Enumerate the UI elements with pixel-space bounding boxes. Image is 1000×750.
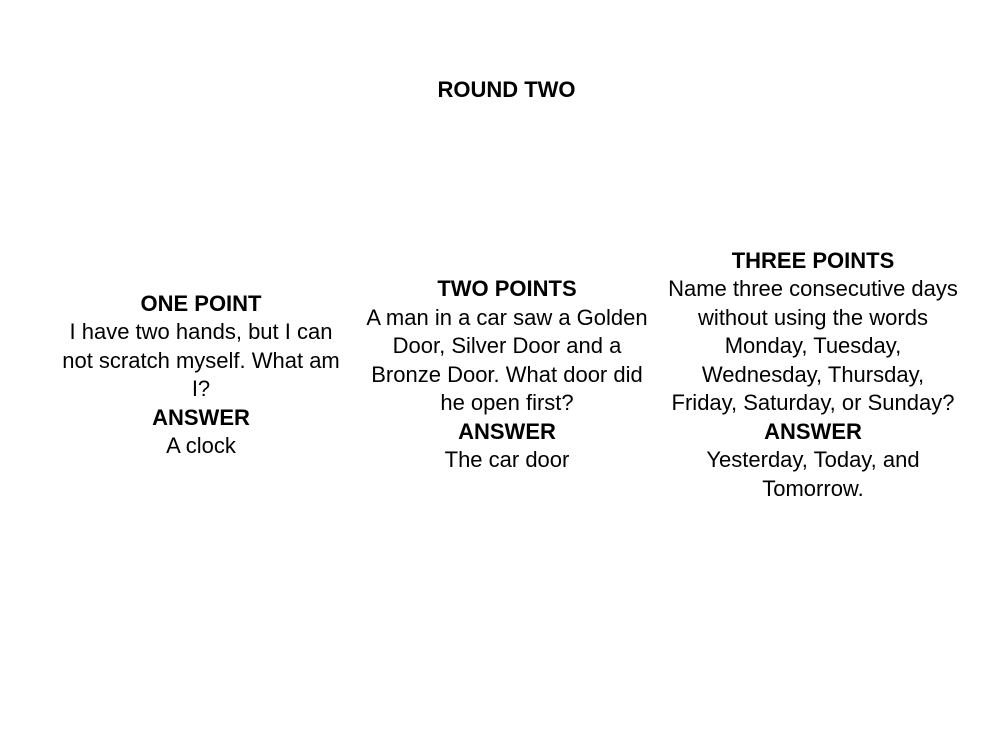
answer-text: The car door [444, 447, 570, 473]
question-card-two-points [362, 0, 652, 750]
question-text: Name three consecutive days without using the words Monday, Tuesday, Wednesday, Thursday, Friday, Saturday, or Sunday? [668, 276, 958, 416]
question-card-one-point [56, 0, 346, 750]
answer-text: Yesterday, Today, and Tomorrow. [706, 447, 920, 501]
question-card-three-points [668, 0, 958, 750]
slide-title: ROUND TWO [437, 77, 576, 102]
answer-label: ANSWER [152, 404, 250, 430]
answer-text: A clock [166, 433, 236, 458]
question-heading: THREE POINTS [731, 247, 895, 273]
answer-label: ANSWER [764, 418, 862, 444]
question-text: I have two hands, but I can not scratch myself. What am I? [62, 319, 340, 401]
question-heading: TWO POINTS [437, 276, 577, 302]
question-heading: ONE POINT [140, 290, 262, 316]
answer-label: ANSWER [458, 418, 556, 444]
question-text: A man in a car saw a Golden Door, Silver Door and a Bronze Door. What door did he open first? [366, 304, 648, 416]
